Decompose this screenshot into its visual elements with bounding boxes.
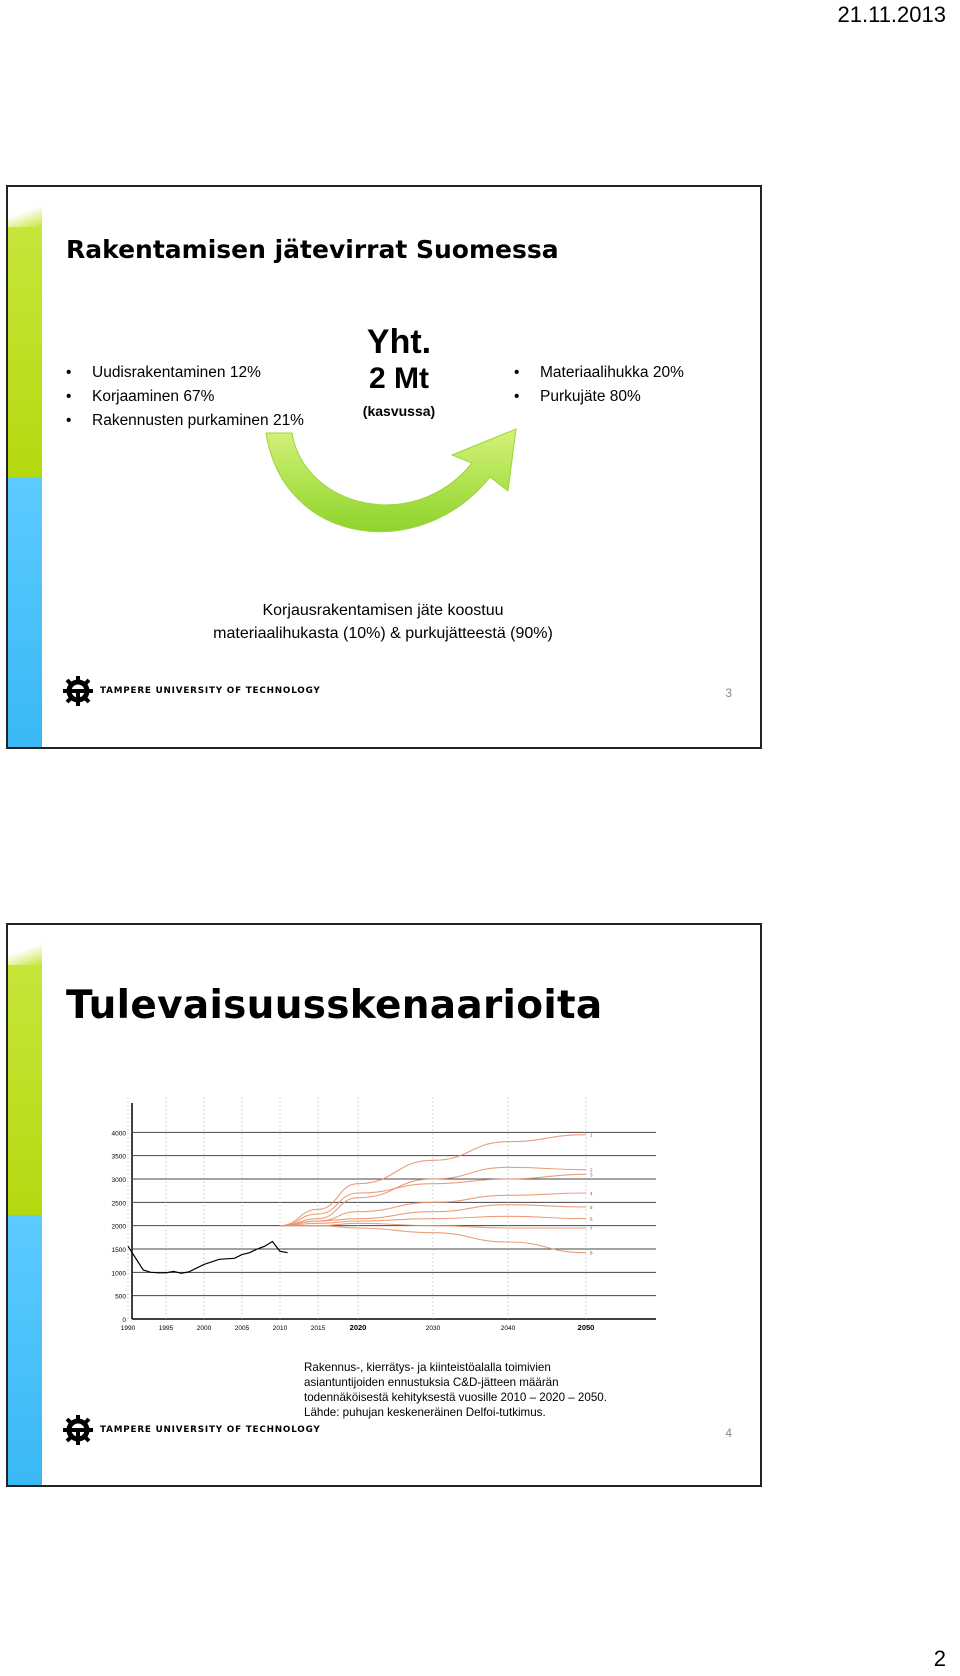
- slide-number: 3: [725, 686, 732, 700]
- university-logo: [62, 676, 321, 706]
- repair-waste-list: [512, 361, 684, 409]
- university-logo: [62, 1415, 321, 1445]
- y-tick-label: 3500: [111, 1153, 126, 1161]
- y-tick-label: 1500: [111, 1247, 126, 1254]
- side-accent-bar: [8, 187, 42, 747]
- list-item: • Purkujäte 80%: [512, 385, 684, 409]
- side-accent-bar: [8, 925, 42, 1485]
- logo-text: TAMPERE UNIVERSITY OF TECHNOLOGY: [100, 686, 321, 696]
- y-tick-label: 1000: [111, 1270, 126, 1278]
- total-value: 2 Mt: [369, 362, 429, 395]
- x-tick-label: 2005: [234, 1325, 250, 1332]
- slide-3-title: Rakentamisen jätevirrat Suomessa: [66, 235, 559, 264]
- slide-4-caption: Rakennus-, kierrätys- ja kiinteistöalalla toimivien asiantuntijoiden ennustuksia C&D-jätteen määrän todennäköisestä kehityksestä vuosille 2010 – 2020 – 2050. Lähde: puhujan keskeneräinen Delfoi-tutkimus.: [304, 1361, 607, 1419]
- x-tick-label: 2000: [196, 1325, 212, 1332]
- scenario-label: 2: [590, 1167, 593, 1173]
- list-item: • Materiaalihukka 20%: [512, 361, 684, 385]
- slide-4-title: Tulevaisuusskenaarioita: [66, 983, 603, 1028]
- scenario-label: 6: [590, 1216, 593, 1222]
- slide-number: 4: [725, 1426, 732, 1440]
- waste-source-list: [64, 361, 304, 433]
- total-label: Yht.: [366, 323, 432, 361]
- logo-text: TAMPERE UNIVERSITY OF TECHNOLOGY: [100, 1425, 321, 1435]
- list-item: • Rakennusten purkaminen 21%: [64, 409, 304, 433]
- total-amount: [344, 323, 454, 419]
- x-tick-label: 2040: [500, 1325, 516, 1332]
- list-item: • Uudisrakentaminen 12%: [64, 361, 304, 385]
- list-item: • Korjaaminen 67%: [64, 385, 304, 409]
- slide-4: [6, 923, 762, 1487]
- scenario-chart: [108, 1097, 668, 1347]
- x-tick-label: 1990: [120, 1325, 136, 1332]
- tut-gear-logo-icon: [62, 676, 94, 706]
- total-note: (kasvussa): [362, 403, 436, 419]
- x-tick-labels: [121, 1323, 595, 1332]
- scenario-label: 1: [590, 1132, 593, 1138]
- tut-gear-logo-icon: [62, 1415, 94, 1445]
- x-tick-label: 2010: [272, 1325, 288, 1332]
- chart-lines: [128, 1133, 593, 1274]
- y-tick-label: 4000: [111, 1130, 126, 1138]
- scenario-label: 5: [590, 1205, 593, 1210]
- y-tick-label: 0: [122, 1317, 126, 1324]
- y-tick-label: 3000: [111, 1177, 126, 1184]
- y-tick-label: 2000: [111, 1223, 126, 1231]
- x-tick-label: 1995: [158, 1325, 174, 1332]
- x-tick-label: 2030: [425, 1325, 441, 1332]
- slide-3: [6, 185, 762, 749]
- slide-3-caption: Korjausrakentamisen jäte koostuu materiaalihukasta (10%) & purkujätteestä (90%): [213, 602, 553, 642]
- scenario-label: 8: [590, 1250, 593, 1256]
- page-number: 2: [933, 1646, 946, 1671]
- scenario-label: 3: [590, 1172, 593, 1178]
- x-tick-label: 2015: [310, 1325, 326, 1332]
- curved-arrow-icon: [264, 427, 524, 557]
- page-date: 21.11.2013: [837, 2, 946, 27]
- y-tick-label: 2500: [111, 1200, 126, 1208]
- y-tick-label: 500: [115, 1293, 126, 1301]
- y-tick-labels: [112, 1130, 127, 1324]
- scenario-label: 7: [590, 1226, 593, 1231]
- x-tick-label: 2050: [577, 1323, 595, 1332]
- x-tick-label: 2020: [349, 1323, 367, 1332]
- historical-line: [128, 1242, 288, 1274]
- scenario-label: 4: [590, 1191, 593, 1196]
